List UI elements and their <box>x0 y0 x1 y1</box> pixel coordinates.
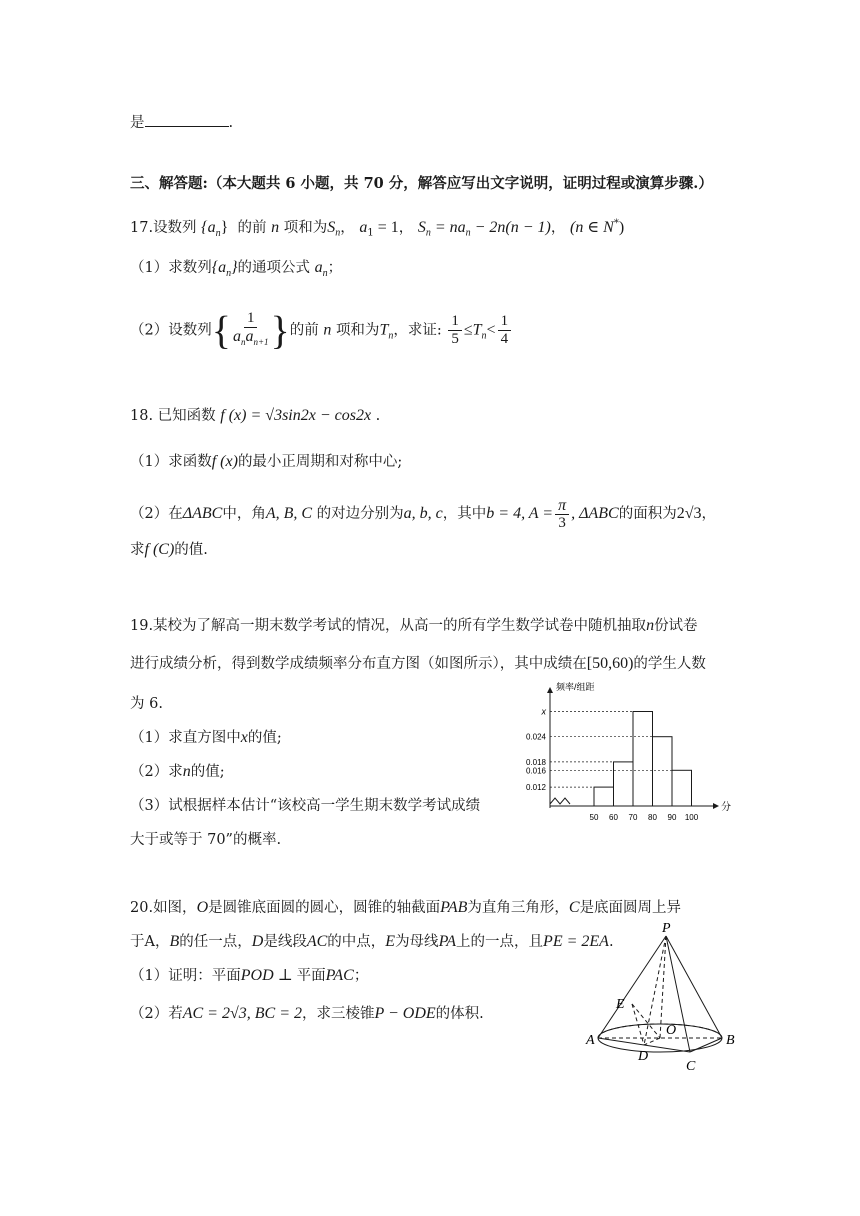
section-heading: 三、解答题:（本大题共 6 小题，共 70 分，解答应写出文字说明，证明过程或演算步骤.） <box>130 175 713 192</box>
q19-part1: （1）求直方图中x的值; <box>130 729 282 746</box>
q19-line2: 进行成绩分析，得到数学成绩频率分布直方图（如图所示），其中成绩在[50,60)的学生人数 <box>130 655 706 672</box>
fraction-1-over-anan1: $\frac{1}{a_na_{n+1}}$ <box>232 310 269 347</box>
x-tick-label: 90 <box>667 813 677 822</box>
histogram-bar <box>653 737 673 806</box>
edge-OD <box>644 1038 660 1045</box>
q18-stem: 18. 已知函数 f (x) = √3sin2x − cos2x . <box>130 407 381 424</box>
y-tick-label: 0.018 <box>525 757 546 767</box>
x-tick-label: 60 <box>609 813 618 822</box>
q18-part1: （1）求函数f (x)的最小正周期和对称中心; <box>130 453 403 470</box>
q20-line1: 20.如图，O是圆锥底面圆的圆心，圆锥的轴截面PAB为直角三角形，C是底面圆周上异 <box>130 899 682 916</box>
q19-line1: 19.某校为了解高一期末数学考试的情况，从高一的所有学生数学试卷中随机抽取n份试卷 <box>130 617 698 634</box>
answer-blank-line: 是 . <box>130 112 233 133</box>
cone-label-P: P <box>662 921 671 936</box>
cone-label-B: B <box>726 1033 735 1048</box>
y-tick-label: 0.016 <box>525 766 546 776</box>
cone-label-A: A <box>586 1033 595 1048</box>
edge-BC <box>690 1038 722 1052</box>
q17-stem: 17.设数列 $\{a_n\}$ 的前 n 项和为$S_n$， $a_1 = 1$， $S_n = na_n - 2n(n - 1)$， (n ∈ N*) <box>130 218 625 240</box>
y-axis-label: 频率/组距 <box>556 682 595 692</box>
axis-break-mark <box>550 798 570 804</box>
q18-part2: （2）在ΔABC中，角A, B, C 的对边分别为a, b, c，其中b = 4, A = $\frac{\pi}{3}$ , ΔABC的面积为2√3， <box>130 496 716 531</box>
q19-line3: 为 6. <box>130 696 163 712</box>
x-tick-label: 80 <box>648 813 657 822</box>
histogram-bar <box>614 762 634 806</box>
x-tick-label: 50 <box>589 813 599 822</box>
y-tick-label: 0.024 <box>525 732 546 742</box>
histogram-bar <box>672 770 692 806</box>
q18-part2-line2: 求f (C)的值. <box>130 541 208 558</box>
x-tick-label: 70 <box>628 813 638 822</box>
q20-part1: （1）证明：平面POD ⊥ 平面PAC； <box>130 967 369 984</box>
x-axis-label: 分 <box>721 802 731 813</box>
cone-label-C: C <box>686 1059 696 1074</box>
y-tick-label: 0.012 <box>525 783 546 793</box>
cone-label-E: E <box>616 997 625 1012</box>
q19-part2: （2）求n的值; <box>130 763 225 780</box>
q17-part2: （2）设数列{ $\frac{1}{a_na_{n+1}}$ }的前 n 项和为$T_n$，求证: $\frac{1}{5}$ $\le T_n<$ $\frac{1}{4}$ <box>130 310 513 356</box>
cone-figure <box>582 920 742 1080</box>
q20-part2: （2）若AC = 2√3, BC = 2，求三棱锥P − ODE的体积. <box>130 1005 484 1022</box>
histogram-bar <box>633 712 653 807</box>
y-tick-label: x <box>541 706 546 717</box>
histogram-bar <box>594 787 614 806</box>
q17-part1: （1）求数列$\{a_n\}$的通项公式 $a_n$； <box>130 259 343 280</box>
x-tick-label: 100 <box>684 813 699 822</box>
frequency-histogram <box>518 678 732 828</box>
q19-part3: （3）试根据样本估计“该校高一学生期末数学考试成绩 <box>130 798 481 814</box>
cone-label-D: D <box>638 1049 649 1064</box>
q20-line2: 于A，B的任一点，D是线段AC的中点，E为母线PA上的一点，且PE = 2EA. <box>130 933 614 950</box>
cone-label-O: O <box>666 1023 677 1038</box>
answer-blank <box>145 112 229 127</box>
q19-part3-line2: 大于或等于 70”的概率. <box>130 832 282 848</box>
